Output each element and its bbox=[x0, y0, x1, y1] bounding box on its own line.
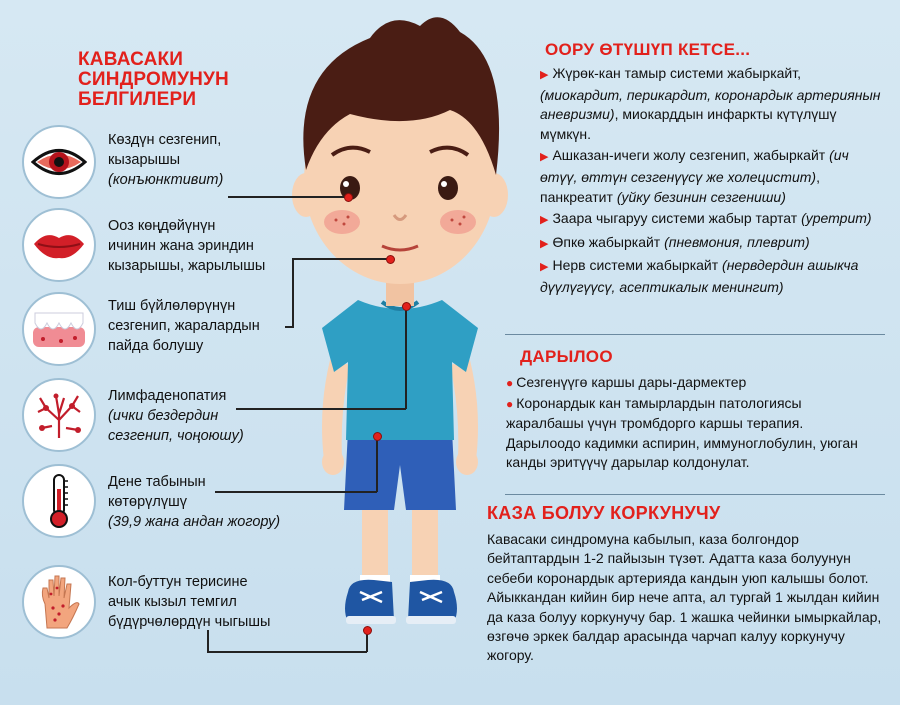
treatment-title: ДАРЫЛОО bbox=[520, 347, 613, 366]
leader-line bbox=[215, 491, 377, 493]
symptom-fever-text bbox=[108, 472, 280, 532]
complication-item bbox=[540, 209, 885, 231]
leader-line bbox=[228, 196, 346, 198]
pointer-dot bbox=[363, 626, 372, 635]
complications-list bbox=[540, 64, 885, 300]
symptom-line: Ооз көңдөйүнүн bbox=[108, 218, 216, 234]
complication-text: , панкреатит bbox=[540, 168, 820, 205]
treatment-item: ● Сезгенүүгө каршы дары-дармектер bbox=[506, 374, 747, 390]
symptom-lymph-text bbox=[108, 386, 244, 446]
symptom-line: бүдүрчөлөрдүн чыгышы bbox=[108, 614, 271, 630]
complication-item bbox=[540, 233, 885, 255]
divider bbox=[505, 494, 885, 495]
page-title bbox=[78, 50, 278, 110]
symptom-line: Көздүн сезгенип, bbox=[108, 132, 222, 148]
symptom-line: ичинин жана эриндин bbox=[108, 238, 254, 254]
pointer-dot bbox=[373, 432, 382, 441]
triangle-bullet-icon: ▶ bbox=[540, 214, 549, 227]
complication-text: , миокарддын инфаркты күтүлүшү мүмкүн. bbox=[540, 106, 837, 142]
lips-icon bbox=[22, 208, 96, 282]
pointer-dot bbox=[402, 302, 411, 311]
divider bbox=[505, 334, 885, 335]
leader-line bbox=[207, 651, 367, 653]
symptom-line: Дене табынын bbox=[108, 474, 206, 490]
pointer-dot bbox=[344, 193, 353, 202]
title-line: БЕЛГИЛЕРИ bbox=[78, 89, 197, 110]
complication-italic: (уйку безинин сезгениши) bbox=[616, 188, 786, 205]
leader-line bbox=[405, 306, 407, 409]
treatment-list bbox=[506, 373, 881, 473]
lymph-icon bbox=[22, 378, 96, 452]
leader-line bbox=[236, 408, 406, 410]
complication-text: Ашказан-ичеги жолу сезгенип, жабыркайт bbox=[552, 147, 830, 164]
leader-line bbox=[376, 436, 378, 492]
complication-item bbox=[540, 64, 885, 144]
leader-line bbox=[292, 258, 294, 326]
hand-icon bbox=[22, 565, 96, 639]
bullet-icon: ● bbox=[506, 396, 514, 411]
title-line: СИНДРОМУНУН bbox=[78, 69, 229, 90]
risk-title: КАЗА БОЛУУ КОРКУНУЧУ bbox=[487, 503, 721, 523]
triangle-bullet-icon: ▶ bbox=[540, 69, 549, 81]
symptom-italic: (39,9 жана андан жогору) bbox=[108, 514, 281, 530]
leader-line bbox=[285, 326, 294, 328]
complication-text: Жүрөк-кан тамыр системи жабыркайт, bbox=[552, 65, 802, 81]
complications-title: ООРУ ӨТҮШҮП КЕТСЕ... bbox=[545, 40, 751, 59]
symptom-eye-text bbox=[108, 130, 223, 190]
title-line: КАВАСАКИ bbox=[78, 49, 184, 70]
pointer-dot bbox=[386, 255, 395, 264]
complication-text: Нерв системи жабыркайт bbox=[552, 257, 723, 274]
symptom-italic: (конъюнктивит) bbox=[108, 172, 224, 188]
boy-illustration bbox=[270, 10, 520, 640]
symptom-italic: сезгенип, чоңоюшу) bbox=[108, 428, 244, 444]
symptom-rash-text bbox=[108, 572, 270, 632]
symptom-line: Лимфаденопатия bbox=[108, 388, 227, 404]
symptom-line: Кол-буттун терисине bbox=[108, 574, 248, 590]
symptom-lips-text bbox=[108, 216, 265, 276]
triangle-bullet-icon: ▶ bbox=[540, 151, 549, 164]
symptom-line: кызарышы, жарылышы bbox=[108, 258, 266, 274]
eye-icon bbox=[22, 125, 96, 199]
complication-text: Өпкө жабыркайт bbox=[552, 233, 665, 250]
symptom-line: көтөрүлүшү bbox=[108, 494, 188, 510]
symptom-line: пайда болушу bbox=[108, 338, 204, 354]
risk-text: Кавасаки синдромуна кабылып, каза болгондор бейтаптардын 1-2 пайызын түзөт. Адатта каза болуунун себеби коронардык артерияда кандын уюп калышы болот. Айыккандан кийин бир нече апта, ал тургай 1 жылдан кийин да каза болуу коркунучу бар. 1 жашка чейинки ымыркайлар, өзгөчө эркек балдар арасында чарчап калуу коркунучу жогору. bbox=[487, 531, 882, 664]
symptom-line: сезгенип, жаралардын bbox=[108, 318, 260, 334]
symptom-italic: (ички бездердин bbox=[108, 408, 219, 424]
symptom-gums-text bbox=[108, 296, 260, 356]
symptom-line: кызарышы bbox=[108, 152, 181, 168]
complication-text: Заара чыгаруу системи жабыр тартат bbox=[552, 210, 802, 227]
complication-italic: (уретрит) bbox=[801, 210, 872, 227]
leader-line bbox=[207, 630, 209, 652]
symptom-line: ачык кызыл темгил bbox=[108, 594, 237, 610]
complication-item bbox=[540, 146, 885, 207]
complication-italic: (ич өтүү, өттүн сезгенүүсү же холецистит) bbox=[540, 147, 849, 185]
leader-line bbox=[292, 258, 389, 260]
treatment-item: ● Коронардык кан тамырлардын патологиясы жаралбашы үчүн тромбдорго каршы терапия. Дарылоодо кадимки аспирин, иммуноглобулин, уюган канды эритүүчү дарылар колдонулат. bbox=[506, 394, 858, 471]
complication-item bbox=[540, 256, 885, 297]
complication-italic: (нервдердин ашыкча дүүлүгүүсү, асептикалык менингит) bbox=[540, 257, 859, 295]
triangle-bullet-icon: ▶ bbox=[540, 237, 549, 250]
complication-italic: (миокардит, перикардит, коронардык артериянын аневризми) bbox=[540, 86, 881, 123]
gums-icon bbox=[22, 292, 96, 366]
thermometer-icon bbox=[22, 464, 96, 538]
complication-italic: (пневмония, плеврит) bbox=[664, 233, 810, 250]
triangle-bullet-icon: ▶ bbox=[540, 261, 549, 274]
bullet-icon: ● bbox=[506, 376, 514, 390]
symptom-line: Тиш бүйлөлөрүнүн bbox=[108, 298, 236, 314]
